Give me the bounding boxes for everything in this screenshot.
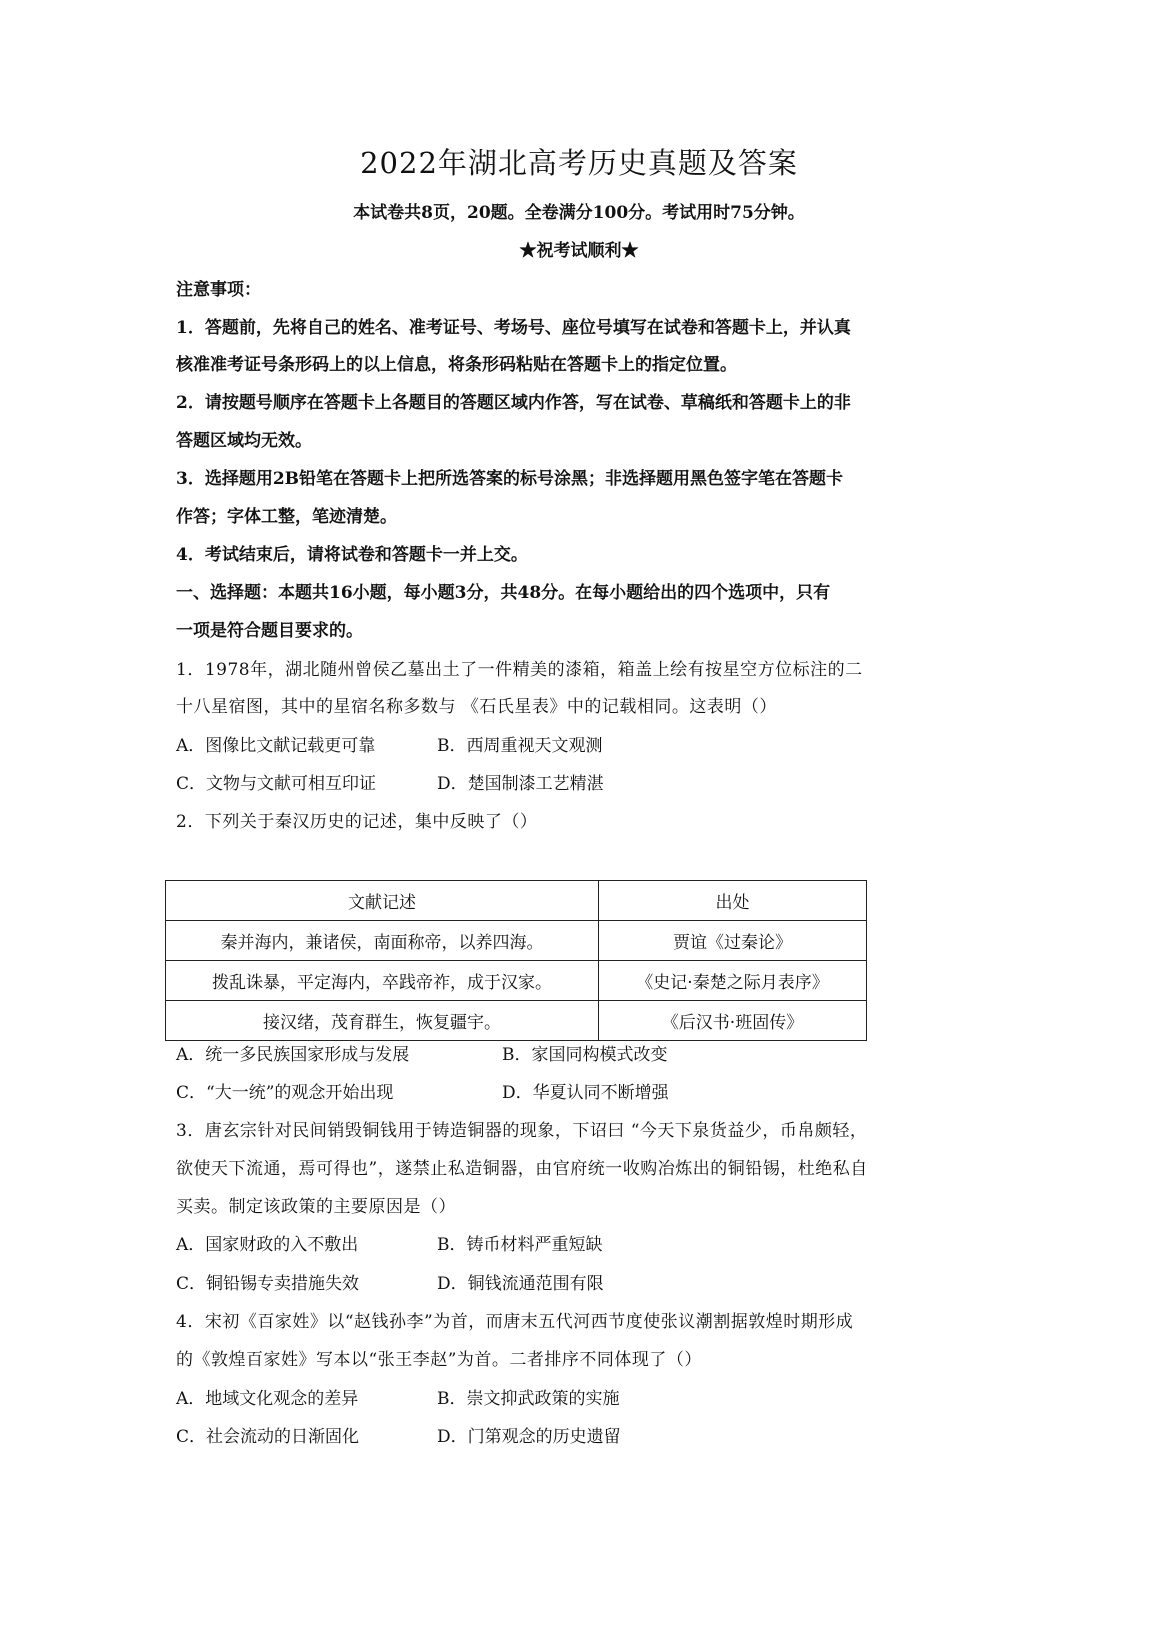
question-1-option-b: B．西周重视天文观测 <box>437 736 603 756</box>
question-1-option-a: A．图像比文献记载更可靠 <box>176 736 376 756</box>
question-1-option-c: C．文物与文献可相互印证 <box>176 774 377 794</box>
question-4-option-b: B．崇文抑武政策的实施 <box>437 1389 620 1409</box>
question-1-stem: 十八星宿图，其中的星宿名称多数与 《石氏星表》中的记载相同。这表明（） <box>176 697 777 717</box>
question-4-stem: 4．宋初《百家姓》以“赵钱孙李”为首，而唐末五代河西节度使张议潮割据敦煌时期形成 <box>176 1312 854 1332</box>
question-3-stem: 买卖。制定该政策的主要原因是（） <box>176 1197 456 1217</box>
table-cell: 贾谊《过秦论》 <box>599 921 867 961</box>
table-row <box>166 1001 867 1041</box>
question-3-option-d: D．铜钱流通范围有限 <box>437 1274 604 1294</box>
notice-line: 答题区域均无效。 <box>176 431 312 451</box>
question-3-option-c: C．铜铅锡专卖措施失效 <box>176 1274 360 1294</box>
source-table <box>165 880 867 1041</box>
question-2-stem: 2．下列关于秦汉历史的记述，集中反映了（） <box>176 812 538 832</box>
table-cell: 秦并海内，兼诸侯，南面称帝，以养四海。 <box>166 921 599 961</box>
exam-info: 本试卷共8页，20题。全卷满分100分。考试用时75分钟。 <box>353 203 805 223</box>
table-row <box>166 921 867 961</box>
table-header-cell: 文献记述 <box>166 881 599 921</box>
table-cell: 《史记·秦楚之际月表序》 <box>599 961 867 1001</box>
table-header-row <box>166 881 867 921</box>
question-3-option-b: B．铸币材料严重短缺 <box>437 1235 603 1255</box>
notice-line: 2．请按题号顺序在答题卡上各题目的答题区域内作答，写在试卷、草稿纸和答题卡上的非 <box>176 393 851 413</box>
question-4-stem: 的《敦煌百家姓》写本以“张王李赵”为首。二者排序不同体现了（） <box>176 1350 702 1370</box>
question-2-option-c: C．“大一统”的观念开始出现 <box>176 1083 394 1103</box>
page-title: 2022年湖北高考历史真题及答案 <box>360 146 798 180</box>
question-3-option-a: A．国家财政的入不敷出 <box>176 1235 359 1255</box>
good-luck-note: ★祝考试顺利★ <box>519 241 639 261</box>
question-4-option-d: D．门第观念的历史遗留 <box>437 1427 621 1447</box>
notice-line: 核准准考证号条形码上的以上信息，将条形码粘贴在答题卡上的指定位置。 <box>176 355 737 375</box>
notice-line: 1．答题前，先将自己的姓名、准考证号、考场号、座位号填写在试卷和答题卡上，并认真 <box>176 318 851 338</box>
notice-line: 4．考试结束后，请将试卷和答题卡一并上交。 <box>176 545 528 565</box>
question-2-option-d: D．华夏认同不断增强 <box>502 1083 669 1103</box>
question-2-option-b: B．家国同构模式改变 <box>502 1045 668 1065</box>
table-cell: 拨乱诛暴，平定海内，卒践帝祚，成于汉家。 <box>166 961 599 1001</box>
question-2-option-a: A．统一多民族国家形成与发展 <box>176 1045 410 1065</box>
table-header-cell: 出处 <box>599 881 867 921</box>
question-4-option-c: C．社会流动的日渐固化 <box>176 1427 360 1447</box>
section-heading-cont: 一项是符合题目要求的。 <box>176 621 363 641</box>
table-cell: 接汉绪，茂育群生，恢复疆宇。 <box>166 1001 599 1041</box>
notice-line: 3．选择题用2B铅笔在答题卡上把所选答案的标号涂黑；非选择题用黑色签字笔在答题卡 <box>176 469 844 489</box>
section-heading: 一、选择题：本题共16小题，每小题3分，共48分。在每小题给出的四个选项中，只有 <box>176 583 831 603</box>
notice-line: 作答；字体工整，笔迹清楚。 <box>176 507 397 527</box>
table-cell: 《后汉书·班固传》 <box>599 1001 867 1041</box>
question-1-stem: 1．1978年，湖北随州曾侯乙墓出土了一件精美的漆箱，箱盖上绘有按星空方位标注的二 <box>176 660 863 680</box>
question-3-stem: 3．唐玄宗针对民间销毁铜钱用于铸造铜器的现象，下诏曰 “今天下泉货益少，币帛颇轻， <box>176 1121 868 1141</box>
question-3-stem: 欲使天下流通，焉可得也”，遂禁止私造铜器，由官府统一收购冶炼出的铜铅锡，杜绝私自 <box>176 1159 868 1179</box>
question-1-option-d: D．楚国制漆工艺精湛 <box>437 774 604 794</box>
question-4-option-a: A．地域文化观念的差异 <box>176 1389 359 1409</box>
table-row <box>166 961 867 1001</box>
notice-heading: 注意事项： <box>176 280 261 300</box>
